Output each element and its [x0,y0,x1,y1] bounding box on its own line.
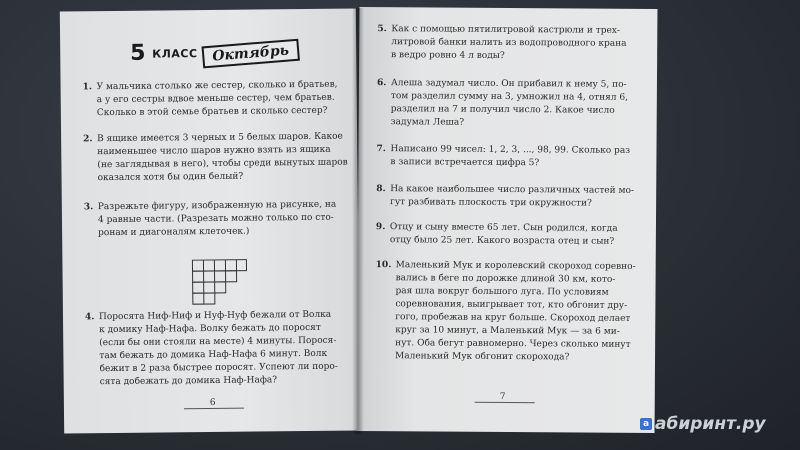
problem-line: отцу было 25 лет. Какого возраста отец и сын? [389,235,615,247]
problem-line: Как с помощью пятилитровой кастрюли и трех- [391,24,620,36]
problem-number: 9. [375,222,386,233]
problem-number: 4. [84,312,95,323]
problem-line: гут разбивать плоскость три окружности? [390,197,592,209]
problem-4 [84,308,355,388]
problem-line: том разделил сумму на 3, умножил на 4, отнял 6, [390,91,629,103]
problem-6 [376,77,652,128]
problem-line: в ведро ровно 4 л воды? [391,50,505,61]
problem-line: наименьшее число шаров нужно взять из ящика [97,144,331,158]
labirint-logo-icon: a [640,418,652,430]
problem-2 [83,130,353,184]
problem-line: рая шла вокруг большого луга. По условиям [395,286,609,298]
problem-5 [377,23,652,61]
problem-line: оказался хотя бы один белый? [97,171,244,184]
page-number: 7 [499,391,506,402]
problem-line: к домику Наф-Нафа. Волку бежать до поросят [99,322,321,336]
problem-line: бежит в 2 раза быстрее поросят. Успеют ли поро- [99,361,338,375]
problem-line: Поросята Ниф-Ниф и Нуф-Нуф бежали от Волка [98,309,332,323]
watermark-text: абиринт.ру [655,414,766,434]
problem-line: в записи встречается цифра 5? [390,157,540,169]
problem-line: нут. Оба бегут равномерно. Через сколько минут [395,338,631,350]
problem-number: 5. [377,24,387,35]
problem-number: 7. [376,144,386,155]
page-number: 6 [209,397,216,409]
problem-line: там бежать до домика Наф-Нафа 6 минут. Волк [99,348,328,362]
problem-line: 4 равные части. (Разрезать можно только по сто- [97,212,334,226]
problem-line: гого, пробежав на круг больше. Скороход делает [395,312,631,324]
problem-line: Маленький Мук и королевский скороход соревно- [395,260,636,272]
problem-line: разделил на 7 и получил число 2. Какое число [390,104,615,116]
problem-10 [375,259,651,363]
problem-line: круг за 10 минут, а Маленький Мук — за 6 ми- [395,325,620,337]
right-page [357,7,658,433]
problem-line: Маленький Мук обгонит скорохода? [395,351,570,363]
problem-line: (не заглядывая в него), чтобы среди вынутых шаров [97,157,348,171]
section-header [130,39,302,71]
problem-line: соревнования, выигрывает тот, кто обгонит дру- [395,299,628,311]
problem-7 [376,143,652,169]
problem-line: Сколько в этой семье братьев и сколько сестер? [96,105,328,119]
problem-line: а у его сестры вдвое меньше сестер, чем братьев. [96,92,335,106]
problem-line: Алеша задумал число. Он прибавил к нему 5, по- [390,78,627,90]
problem-1 [82,78,353,119]
problem-line: (если бы они стояли на месте) 4 минуты. Порося- [99,335,337,349]
problem-line: Разрежьте фигуру, изображенную на рисунке, на [97,199,337,213]
grade-number: 5 [130,40,146,66]
left-page [60,8,360,433]
grid-figure [190,258,249,309]
class-label: КЛАСС [152,47,198,61]
problem-number: 1. [82,82,93,93]
month-label: Октябрь [202,39,300,69]
problem-line: ронам и диагоналям клеточек.) [98,226,250,239]
problem-line: Отцу и сыну вместе 65 лет. Сын родился, когда [389,222,618,234]
problem-number: 10. [375,260,392,271]
problem-9 [375,221,651,247]
problem-line: У мальчика столько же сестер, сколько и братьев, [96,79,338,93]
problem-number: 2. [83,134,93,145]
problem-line: вались в беге по дорожке длиной 30 км, кото- [395,273,616,285]
problem-line: Написано 99 чисел: 1, 2, 3, ..., 98, 99. Сколько раз [390,144,631,156]
problem-number: 8. [376,184,386,195]
problem-3 [83,198,354,239]
book-gutter-shadow [352,8,364,434]
problem-line: В ящике имеется 3 черных и 5 белых шаров. Какое [97,131,343,145]
problem-line: сята добежать до домика Наф-Нафа? [99,375,278,388]
problem-8 [376,183,651,209]
problem-line: задумал Леша? [390,117,465,128]
problem-number: 6. [376,78,387,89]
problem-number: 3. [83,202,94,213]
problem-line: литровой банки налить из водопроводного крана [391,37,627,49]
problem-line: На какое наибольшее число различных частей мо- [390,184,635,196]
